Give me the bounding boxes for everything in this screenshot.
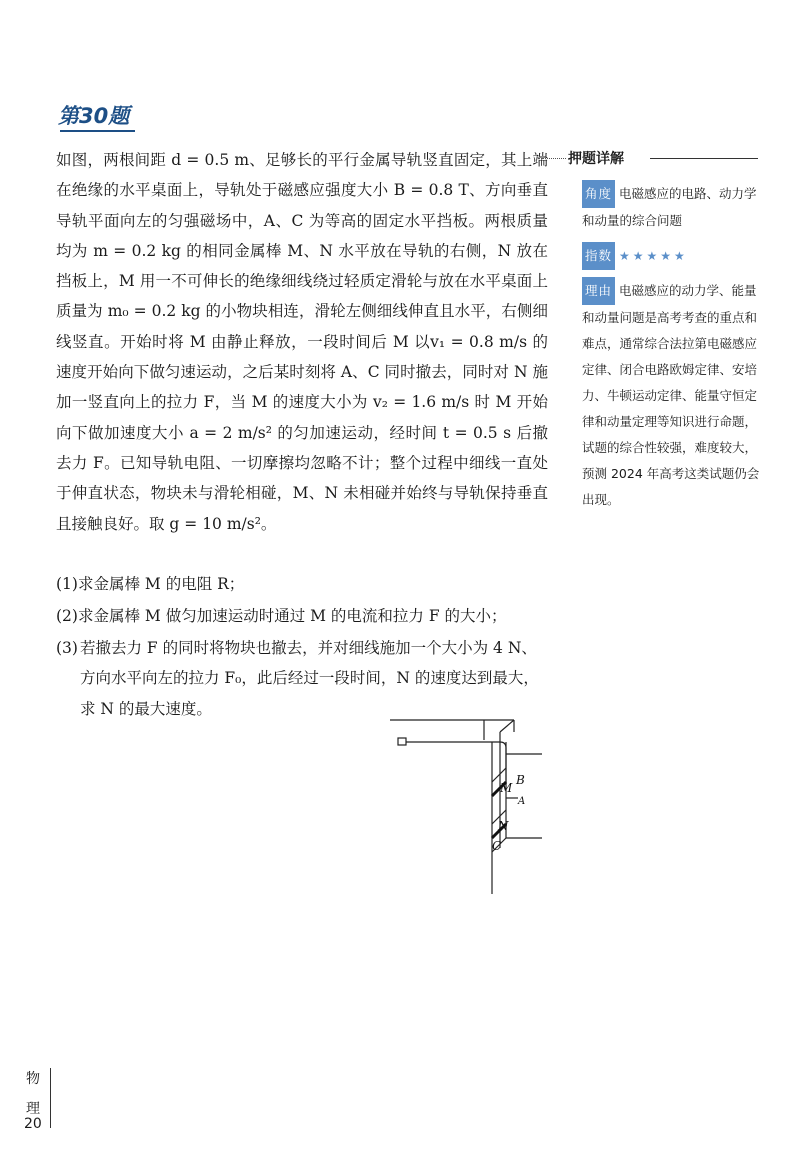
index-tag: 指数 [582,242,615,270]
star-rating: ★★★★★ [619,249,688,263]
label-B: B [516,773,525,787]
label-A: A [518,796,526,807]
label-C: C [492,839,502,853]
page-footer [24,1064,42,1132]
rod-hatch [492,768,506,782]
header-rule [650,158,758,159]
label-N: N [498,819,509,833]
subject-char-1: 物 [26,1071,40,1087]
sub-question-number: (3) [56,639,78,657]
sub-question-text: 若撤去力 F 的同时将物块也撤去，并对细线施加一个大小为 4 N、方向水平向左的拉力 F₀，此后经过一段时间，N 的速度达到最大，求 N 的最大速度。 [80,639,539,718]
sidebar-title: 押题详解 [568,151,624,167]
pulley [500,742,506,748]
sub-question-1 [56,569,548,599]
apparatus-diagram [388,718,548,896]
sub-question-text: 求金属棒 M 的电阻 R； [77,575,245,593]
reason-tag: 理由 [582,277,615,305]
footer-divider [50,1068,51,1128]
sub-question-2 [56,601,548,631]
sub-question-text: 求金属棒 M 做匀加速运动时通过 M 的电流和拉力 F 的大小； [77,607,507,625]
angle-text: 电磁感应的电路、动力学和动量的综合问题 [582,186,757,228]
table-corner [500,720,514,732]
small-block [398,738,406,745]
sidebar-header [538,148,762,168]
sub-question-3 [56,633,548,724]
stem-paragraph: 如图，两根间距 d = 0.5 m、足够长的平行金属导轨竖直固定，其上端在绝缘的水平桌面上，导轨处于磁感应强度大小 B = 0.8 T、方向垂直导轨平面向左的匀强磁场中，A、C 为等高的固定水平挡板。两根质量均为 m = 0.2 kg 的相同金属棒 M、N 水平放在导轨的右侧，N 放在挡板上，M 用一不可伸长的绝缘细线绕过轻质定滑轮与放在水平桌面上质量为 m₀ = 0.2 kg 的小物块相连，滑轮左侧细线伸直且水平，右侧细线竖直。开始时将 M 由静止释放，一段时间后 M 以v₁ = 0.8 m/s 的速度开始向下做匀速运动，之后某时刻将 A、C 同时撤去，同时对 N 施加一竖直向上的拉力 F，当 M 的速度大小为 v₂ = 1.6 m/s 时 M 开始向下做加速度大小 a = 2 m/s² 的匀加速运动，经时间 t = 0.5 s 后撤去力 F。已知导轨电阻、一切摩擦均忽略不计；整个过程中细线一直处于伸直状态，物块未与滑轮相碰，M、N 未相碰并始终与导轨保持垂直且接触良好。取 g = 10 m/s²。 [56,151,548,533]
question-stem [56,145,548,539]
sub-question-number: (2) [56,607,78,625]
label-M: M [500,781,513,795]
question-title: 第30题 [58,100,129,130]
reason-block [582,277,764,513]
index-block [582,242,764,270]
sub-question-number: (1) [56,575,78,593]
header-dotted-line [538,158,566,159]
page-number: 20 [24,1116,42,1132]
angle-tag: 角度 [582,180,615,208]
angle-block [582,180,764,234]
subject-char-2: 理 [26,1101,40,1117]
reason-text: 电磁感应的动力学、能量和动量问题是高考考查的重点和难点，通常综合法拉第电磁感应定律、闭合电路欧姆定律、安培力、牛顿运动定律、能量守恒定律和动量定理等知识进行命题，试题的综合性较强，难度较大，预测 2024 年高考这类试题仍会出现。 [582,283,760,507]
